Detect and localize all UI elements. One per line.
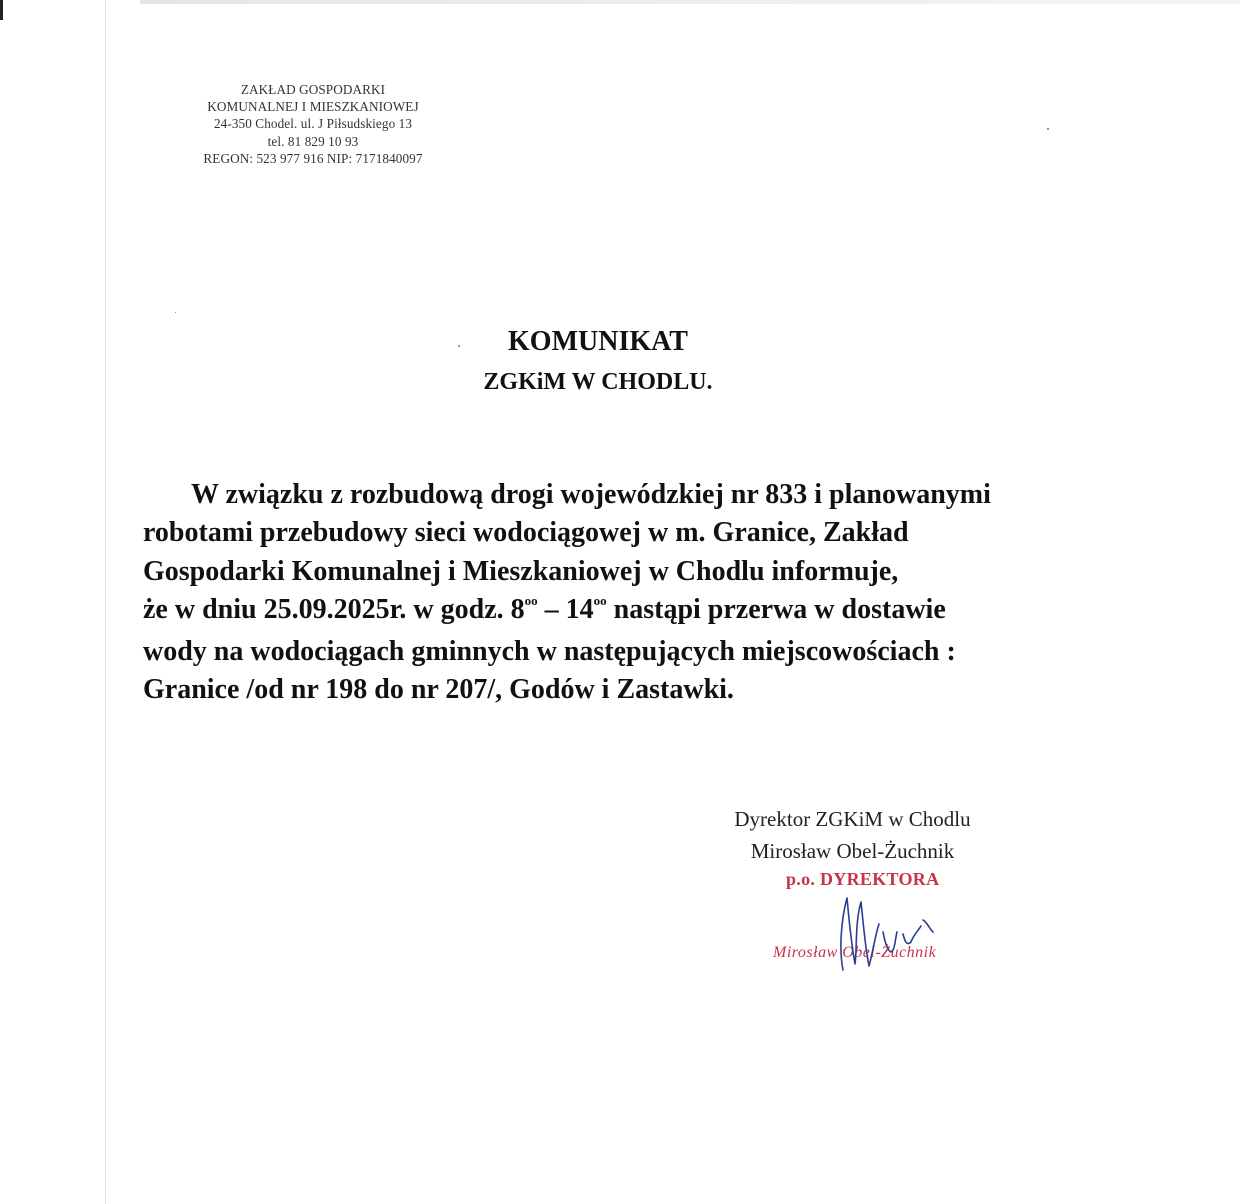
document-title: KOMUNIKAT	[508, 326, 688, 357]
document-subtitle: ZGKiM W CHODLU.	[483, 369, 713, 395]
body-date-text: że w dniu 25.09.2025r. w godz. 8	[143, 593, 525, 625]
scan-speck	[175, 312, 176, 313]
announcement-body	[143, 476, 1173, 710]
scan-speck	[1047, 128, 1049, 130]
handwritten-signature-icon	[825, 880, 945, 980]
time-dash-end: – 14	[537, 593, 594, 625]
time-start-minutes: oo	[524, 592, 538, 608]
body-interruption-text: nastąpi przerwa w dostawie	[606, 593, 946, 625]
time-end-minutes: oo	[593, 592, 607, 608]
letterhead-phone: tel. 81 829 10 93	[267, 133, 359, 149]
stamp-title: p.o. DYREKTORA	[786, 869, 940, 889]
scan-fold-line	[105, 0, 106, 1204]
signatory-position: Dyrektor ZGKiM w Chodlu	[734, 807, 971, 831]
letterhead-company-line2: KOMUNALNEJ I MIESZKANIOWEJ	[207, 99, 419, 115]
signatory-name: Mirosław Obel-Żuchnik	[750, 839, 955, 863]
body-line: W związku z rozbudową drogi wojewódzkiej nr 833 i planowanymi	[191, 479, 991, 510]
body-line-date-time	[143, 591, 1173, 633]
letterhead-company-line1: ZAKŁAD GOSPODARKI	[240, 82, 386, 97]
letterhead-address: 24-350 Chodel. ul. J Piłsudskiego 13	[213, 116, 413, 132]
scan-top-shadow	[140, 0, 1240, 4]
letterhead-stamp	[168, 81, 458, 167]
body-line: Gospodarki Komunalnej i Mieszkaniowej w Chodlu informuje,	[143, 555, 899, 587]
scan-edge-mark	[0, 0, 3, 20]
body-line: Granice /od nr 198 do nr 207/, Godów i Zastawki.	[143, 674, 734, 706]
stamp-name: Mirosław Obel-Żuchnik	[773, 944, 937, 961]
body-line: robotami przebudowy sieci wodociągowej w m. Granice, Zakład	[143, 517, 909, 549]
signature-block	[700, 803, 1005, 867]
body-line: wody na wodociągach gminnych w następujących miejscowościach :	[143, 636, 956, 668]
letterhead-regon-nip: REGON: 523 977 916 NIP: 7171840097	[203, 150, 423, 166]
